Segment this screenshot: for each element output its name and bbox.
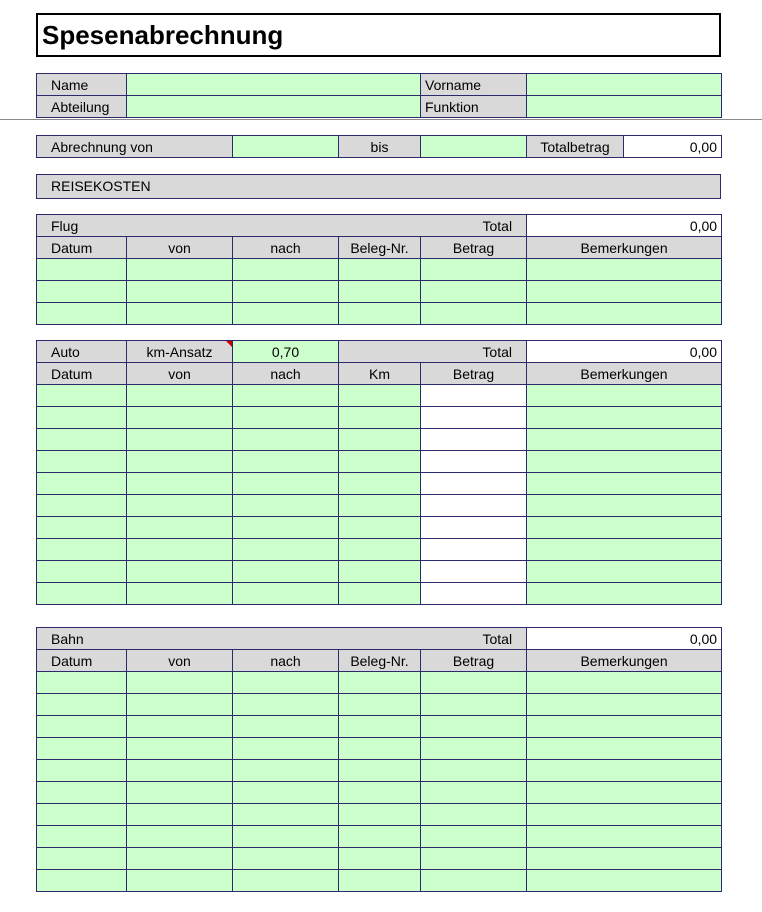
bahn-datum-cell[interactable] [37, 782, 127, 804]
bahn-table-row [37, 782, 722, 804]
bahn-betrag-cell[interactable] [421, 760, 527, 782]
auto-betrag-cell[interactable] [421, 583, 527, 605]
bahn-title: Bahn [51, 630, 84, 647]
auto-table-row [37, 429, 722, 451]
bahn-nach-cell[interactable] [233, 804, 339, 826]
bis-label: bis [339, 136, 421, 158]
period-table [36, 135, 722, 158]
auto-datum-cell[interactable] [37, 451, 127, 473]
auto-nach-cell[interactable] [233, 473, 339, 495]
flug-bemerkungen-cell[interactable] [527, 303, 722, 325]
auto-betrag-cell[interactable] [421, 451, 527, 473]
bahn-header-nach: nach [233, 650, 339, 672]
auto-beleg-cell[interactable] [339, 561, 421, 583]
bahn-datum-cell[interactable] [37, 760, 127, 782]
bahn-von-cell[interactable] [127, 672, 233, 694]
auto-datum-cell[interactable] [37, 385, 127, 407]
auto-betrag-cell[interactable] [421, 495, 527, 517]
auto-nach-cell[interactable] [233, 539, 339, 561]
bahn-table-row [37, 694, 722, 716]
bahn-von-cell[interactable] [127, 826, 233, 848]
auto-beleg-cell[interactable] [339, 539, 421, 561]
flug-header-betrag: Betrag [421, 237, 527, 259]
auto-table-row [37, 495, 722, 517]
bahn-header-beleg: Beleg-Nr. [339, 650, 421, 672]
bahn-von-cell[interactable] [127, 848, 233, 870]
reisekosten-section-header: REISEKOSTEN [36, 174, 721, 199]
flug-header-bemerkungen: Bemerkungen [527, 237, 722, 259]
bahn-betrag-cell[interactable] [421, 694, 527, 716]
totalbetrag-label: Totalbetrag [527, 136, 624, 158]
bahn-header-bemerkungen: Bemerkungen [527, 650, 722, 672]
auto-von-cell[interactable] [127, 429, 233, 451]
flug-betrag-cell[interactable] [421, 281, 527, 303]
bis-input[interactable] [421, 136, 527, 158]
flug-total-value: 0,00 [527, 215, 722, 237]
auto-nach-cell[interactable] [233, 561, 339, 583]
auto-table [36, 340, 722, 605]
bahn-datum-cell[interactable] [37, 672, 127, 694]
auto-total-value: 0,00 [527, 341, 722, 363]
auto-bemerkungen-cell[interactable] [527, 561, 722, 583]
auto-table-row [37, 583, 722, 605]
bahn-datum-cell[interactable] [37, 694, 127, 716]
auto-betrag-cell[interactable] [421, 561, 527, 583]
flug-table [36, 214, 722, 325]
auto-nach-cell[interactable] [233, 429, 339, 451]
auto-von-cell[interactable] [127, 407, 233, 429]
flug-datum-cell[interactable] [37, 281, 127, 303]
auto-beleg-cell[interactable] [339, 429, 421, 451]
flug-nach-cell[interactable] [233, 303, 339, 325]
funktion-input[interactable] [527, 96, 722, 118]
auto-nach-cell[interactable] [233, 517, 339, 539]
auto-von-cell[interactable] [127, 451, 233, 473]
bahn-bemerkungen-cell[interactable] [527, 848, 722, 870]
bahn-label [37, 628, 527, 650]
totalbetrag-value: 0,00 [624, 136, 722, 158]
auto-label: Auto [37, 341, 127, 363]
flug-von-cell[interactable] [127, 303, 233, 325]
bahn-table-row [37, 672, 722, 694]
auto-betrag-cell[interactable] [421, 473, 527, 495]
bahn-beleg-cell[interactable] [339, 848, 421, 870]
bahn-bemerkungen-cell[interactable] [527, 672, 722, 694]
flug-table-row [37, 303, 722, 325]
flug-betrag-cell[interactable] [421, 303, 527, 325]
auto-betrag-cell[interactable] [421, 429, 527, 451]
bahn-datum-cell[interactable] [37, 738, 127, 760]
flug-beleg-cell[interactable] [339, 259, 421, 281]
bahn-table-row [37, 870, 722, 892]
auto-datum-cell[interactable] [37, 583, 127, 605]
bahn-betrag-cell[interactable] [421, 738, 527, 760]
flug-header-nach: nach [233, 237, 339, 259]
auto-datum-cell[interactable] [37, 407, 127, 429]
auto-header-km: Km [339, 363, 421, 385]
bahn-von-cell[interactable] [127, 738, 233, 760]
flug-header-von: von [127, 237, 233, 259]
auto-datum-cell[interactable] [37, 561, 127, 583]
auto-beleg-cell[interactable] [339, 583, 421, 605]
vorname-label: Vorname [421, 74, 527, 96]
bahn-beleg-cell[interactable] [339, 826, 421, 848]
auto-datum-cell[interactable] [37, 429, 127, 451]
bahn-bemerkungen-cell[interactable] [527, 760, 722, 782]
bahn-von-cell[interactable] [127, 694, 233, 716]
bahn-datum-cell[interactable] [37, 826, 127, 848]
flug-von-cell[interactable] [127, 281, 233, 303]
flug-bemerkungen-cell[interactable] [527, 259, 722, 281]
auto-bemerkungen-cell[interactable] [527, 407, 722, 429]
auto-von-cell[interactable] [127, 385, 233, 407]
flug-header-beleg: Beleg-Nr. [339, 237, 421, 259]
bahn-datum-cell[interactable] [37, 716, 127, 738]
bahn-table-row [37, 738, 722, 760]
bahn-nach-cell[interactable] [233, 694, 339, 716]
bahn-nach-cell[interactable] [233, 870, 339, 892]
auto-bemerkungen-cell[interactable] [527, 385, 722, 407]
flug-betrag-cell[interactable] [421, 259, 527, 281]
auto-total-cell [339, 341, 527, 363]
auto-beleg-cell[interactable] [339, 517, 421, 539]
auto-table-row [37, 407, 722, 429]
bahn-bemerkungen-cell[interactable] [527, 716, 722, 738]
flug-beleg-cell[interactable] [339, 303, 421, 325]
flug-nach-cell[interactable] [233, 259, 339, 281]
auto-datum-cell[interactable] [37, 517, 127, 539]
person-info-table [36, 73, 722, 118]
auto-betrag-cell[interactable] [421, 407, 527, 429]
auto-nach-cell[interactable] [233, 495, 339, 517]
bahn-table-row [37, 826, 722, 848]
flug-label [37, 215, 527, 237]
bahn-von-cell[interactable] [127, 870, 233, 892]
bahn-von-cell[interactable] [127, 760, 233, 782]
bahn-beleg-cell[interactable] [339, 716, 421, 738]
auto-bemerkungen-cell[interactable] [527, 583, 722, 605]
bahn-header-betrag: Betrag [421, 650, 527, 672]
bahn-nach-cell[interactable] [233, 672, 339, 694]
flug-total-label: Total [482, 217, 513, 234]
bahn-bemerkungen-cell[interactable] [527, 694, 722, 716]
bahn-table-row [37, 716, 722, 738]
bahn-von-cell[interactable] [127, 804, 233, 826]
auto-beleg-cell[interactable] [339, 451, 421, 473]
auto-betrag-cell[interactable] [421, 539, 527, 561]
auto-header-nach: nach [233, 363, 339, 385]
auto-bemerkungen-cell[interactable] [527, 517, 722, 539]
bahn-beleg-cell[interactable] [339, 672, 421, 694]
auto-beleg-cell[interactable] [339, 385, 421, 407]
sheet-title: Spesenabrechnung [36, 13, 721, 57]
auto-beleg-cell[interactable] [339, 473, 421, 495]
auto-bemerkungen-cell[interactable] [527, 473, 722, 495]
flug-table-row [37, 281, 722, 303]
auto-nach-cell[interactable] [233, 385, 339, 407]
bahn-nach-cell[interactable] [233, 826, 339, 848]
auto-datum-cell[interactable] [37, 539, 127, 561]
auto-nach-cell[interactable] [233, 583, 339, 605]
auto-von-cell[interactable] [127, 583, 233, 605]
bahn-bemerkungen-cell[interactable] [527, 826, 722, 848]
auto-beleg-cell[interactable] [339, 407, 421, 429]
km-ansatz-text: km-Ansatz [146, 343, 213, 360]
flug-table-row [37, 259, 722, 281]
auto-bemerkungen-cell[interactable] [527, 495, 722, 517]
vorname-input[interactable] [527, 74, 722, 96]
auto-von-cell[interactable] [127, 473, 233, 495]
auto-header-bemerkungen: Bemerkungen [527, 363, 722, 385]
bahn-beleg-cell[interactable] [339, 738, 421, 760]
bahn-nach-cell[interactable] [233, 738, 339, 760]
auto-header-datum: Datum [37, 363, 127, 385]
bahn-betrag-cell[interactable] [421, 848, 527, 870]
bahn-beleg-cell[interactable] [339, 804, 421, 826]
km-ansatz-input[interactable]: 0,70 [233, 341, 339, 363]
bahn-header-datum: Datum [37, 650, 127, 672]
auto-bemerkungen-cell[interactable] [527, 429, 722, 451]
bahn-beleg-cell[interactable] [339, 782, 421, 804]
auto-datum-cell[interactable] [37, 473, 127, 495]
abteilung-label: Abteilung [37, 96, 127, 118]
flug-datum-cell[interactable] [37, 303, 127, 325]
flug-nach-cell[interactable] [233, 281, 339, 303]
bahn-bemerkungen-cell[interactable] [527, 738, 722, 760]
bahn-von-cell[interactable] [127, 716, 233, 738]
bahn-datum-cell[interactable] [37, 870, 127, 892]
bahn-beleg-cell[interactable] [339, 694, 421, 716]
abrechnung-von-input[interactable] [233, 136, 339, 158]
page-break-line [0, 119, 762, 120]
bahn-table-row [37, 804, 722, 826]
auto-beleg-cell[interactable] [339, 495, 421, 517]
auto-nach-cell[interactable] [233, 451, 339, 473]
auto-betrag-cell[interactable] [421, 517, 527, 539]
auto-von-cell[interactable] [127, 495, 233, 517]
flug-title: Flug [51, 217, 79, 234]
auto-header-betrag: Betrag [421, 363, 527, 385]
bahn-nach-cell[interactable] [233, 760, 339, 782]
bahn-betrag-cell[interactable] [421, 716, 527, 738]
comment-marker-icon[interactable] [226, 341, 232, 347]
bahn-beleg-cell[interactable] [339, 760, 421, 782]
flug-von-cell[interactable] [127, 259, 233, 281]
auto-header-von: von [127, 363, 233, 385]
bahn-nach-cell[interactable] [233, 782, 339, 804]
bahn-table-row [37, 848, 722, 870]
bahn-betrag-cell[interactable] [421, 870, 527, 892]
bahn-total-label: Total [482, 630, 513, 647]
bahn-datum-cell[interactable] [37, 804, 127, 826]
flug-header-datum: Datum [37, 237, 127, 259]
bahn-table [36, 627, 722, 892]
bahn-datum-cell[interactable] [37, 848, 127, 870]
bahn-beleg-cell[interactable] [339, 870, 421, 892]
auto-table-row [37, 473, 722, 495]
flug-beleg-cell[interactable] [339, 281, 421, 303]
name-input[interactable] [127, 74, 421, 96]
bahn-bemerkungen-cell[interactable] [527, 782, 722, 804]
flug-bemerkungen-cell[interactable] [527, 281, 722, 303]
auto-nach-cell[interactable] [233, 407, 339, 429]
auto-table-row [37, 451, 722, 473]
abrechnung-von-label: Abrechnung von [37, 136, 233, 158]
auto-von-cell[interactable] [127, 539, 233, 561]
bahn-betrag-cell[interactable] [421, 804, 527, 826]
bahn-betrag-cell[interactable] [421, 826, 527, 848]
name-label: Name [37, 74, 127, 96]
auto-table-row [37, 517, 722, 539]
funktion-label: Funktion [421, 96, 527, 118]
auto-bemerkungen-cell[interactable] [527, 539, 722, 561]
auto-table-row [37, 385, 722, 407]
bahn-von-cell[interactable] [127, 782, 233, 804]
auto-von-cell[interactable] [127, 517, 233, 539]
auto-betrag-cell[interactable] [421, 385, 527, 407]
bahn-bemerkungen-cell[interactable] [527, 804, 722, 826]
bahn-nach-cell[interactable] [233, 716, 339, 738]
bahn-table-row [37, 760, 722, 782]
auto-total-label: Total [482, 344, 512, 360]
auto-bemerkungen-cell[interactable] [527, 451, 722, 473]
bahn-bemerkungen-cell[interactable] [527, 870, 722, 892]
flug-datum-cell[interactable] [37, 259, 127, 281]
auto-von-cell[interactable] [127, 561, 233, 583]
bahn-betrag-cell[interactable] [421, 672, 527, 694]
bahn-nach-cell[interactable] [233, 848, 339, 870]
abteilung-input[interactable] [127, 96, 421, 118]
auto-table-row [37, 539, 722, 561]
bahn-header-von: von [127, 650, 233, 672]
bahn-betrag-cell[interactable] [421, 782, 527, 804]
bahn-total-value: 0,00 [527, 628, 722, 650]
auto-datum-cell[interactable] [37, 495, 127, 517]
km-ansatz-label [127, 341, 233, 363]
auto-table-row [37, 561, 722, 583]
